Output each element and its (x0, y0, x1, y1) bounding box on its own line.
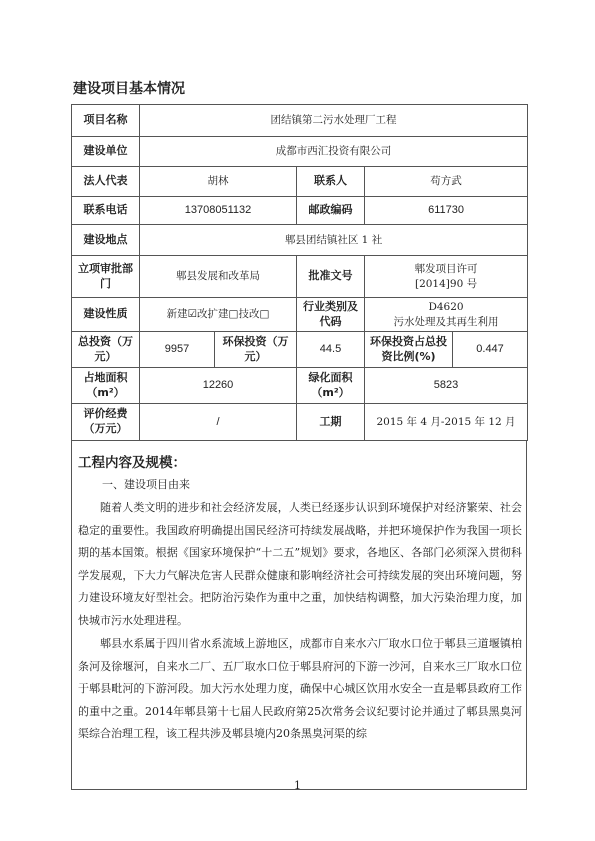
env-ratio-label: 环保投资占总投资比例(%) (365, 332, 453, 368)
legal-rep-value: 胡林 (140, 167, 297, 197)
nature-label: 建设性质 (72, 298, 140, 332)
location-value: 郫县团结镇社区 1 社 (140, 225, 528, 256)
paragraph-2: 郫县水系属于四川省水系流域上游地区，成都市自来水六厂取水口位于郫县三道堰镇柏条河及徐堰河，自来水二厂、五厂取水口位于郫县府河的下游一沙河，自来水三厂取水口位于郫县毗河的下游河段。加大污水处理力度，确保中心城区饮用水安全一直是郫县政府工作的重中之重。2014年郫县第十七届人民政府第25次常务会议纪要讨论并通过了郫县黑臭河渠综合治理工程，该工程共涉及郫县境内20条黑臭河渠的综 (78, 637, 522, 741)
approval-dept-label: 立项审批部门 (72, 256, 140, 298)
period-value: 2015 年 4 月-2015 年 12 月 (365, 404, 528, 441)
row-location (72, 225, 528, 256)
project-info-table (71, 104, 528, 441)
industry-value (365, 298, 528, 332)
row-project-name (72, 105, 528, 137)
total-invest-value: 9957 (140, 332, 215, 368)
phone-value: 13708051132 (140, 197, 297, 225)
approval-doc-line1: 郫发项目许可 (414, 263, 478, 276)
page-heading: 建设项目基本情况 (73, 81, 185, 97)
green-area-value: 5823 (365, 368, 528, 404)
project-content-box (71, 441, 527, 790)
sub-title: 一、建设项目由来 (102, 478, 190, 491)
approval-doc-value (365, 256, 528, 298)
green-area-label (297, 368, 365, 404)
project-name-value: 团结镇第二污水处理厂工程 (140, 105, 528, 137)
contact-label: 联系人 (297, 167, 365, 197)
legal-rep-label: 法人代表 (72, 167, 140, 197)
approval-dept-value: 郫县发展和改革局 (140, 256, 297, 298)
industry-desc: 污水处理及其再生利用 (393, 315, 499, 328)
row-fee-period (72, 404, 528, 441)
industry-label: 行业类别及代码 (297, 298, 365, 332)
location-label: 建设地点 (72, 225, 140, 256)
industry-code: D4620 (428, 301, 464, 314)
eval-fee-value: / (140, 404, 297, 441)
builder-label: 建设单位 (72, 137, 140, 167)
section-title: 工程内容及规模： (78, 455, 186, 471)
row-nature-industry (72, 298, 528, 332)
postcode-value: 611730 (365, 197, 528, 225)
env-invest-value: 44.5 (297, 332, 365, 368)
postcode-label: 邮政编码 (297, 197, 365, 225)
row-approval (72, 256, 528, 298)
row-builder (72, 137, 528, 167)
row-phone-postcode (72, 197, 528, 225)
nature-value: 新建☑改扩建□技改□ (140, 298, 297, 332)
approval-doc-label: 批准文号 (297, 256, 365, 298)
land-area-value: 12260 (140, 368, 297, 404)
green-area-label-main: 绿化面积 (308, 370, 353, 384)
row-area (72, 368, 528, 404)
phone-label: 联系电话 (72, 197, 140, 225)
project-name-label: 项目名称 (72, 105, 140, 137)
eval-fee-label: 评价经费（万元） (72, 404, 140, 441)
contact-value: 苟方武 (365, 167, 528, 197)
land-area-label-main: 占地面积 (83, 370, 128, 384)
env-ratio-value: 0.447 (453, 332, 528, 368)
row-legal-contact (72, 167, 528, 197)
builder-value: 成都市西汇投资有限公司 (140, 137, 528, 167)
paragraph-1: 随着人类文明的进步和社会经济发展，人类已经逐步认识到环境保护对经济繁荣、社会稳定的重要性。我国政府明确提出国民经济可持续发展战略，并把环境保护作为我国一项长期的基本国策。根据《国家环境保护“十二五”规划》要求，各地区、各部门必须深入贯彻科学发展观，下大力气解决危害人民群众健康和影响经济社会可持续发展的突出环境问题，努力建设环境友好型社会。把防治污染作为重中之重，加快结构调整，加大污染治理力度，加快城市污水处理进程。 (78, 501, 522, 627)
page-number: 1 (294, 779, 301, 792)
green-area-label-unit: （m²） (311, 385, 350, 399)
env-invest-label: 环保投资（万元） (215, 332, 297, 368)
period-label: 工期 (297, 404, 365, 441)
land-area-label-unit: （m²） (86, 385, 125, 399)
land-area-label (72, 368, 140, 404)
row-investment (72, 332, 528, 368)
approval-doc-line2: [2014]90 号 (414, 277, 478, 290)
total-invest-label: 总投资（万元） (72, 332, 140, 368)
